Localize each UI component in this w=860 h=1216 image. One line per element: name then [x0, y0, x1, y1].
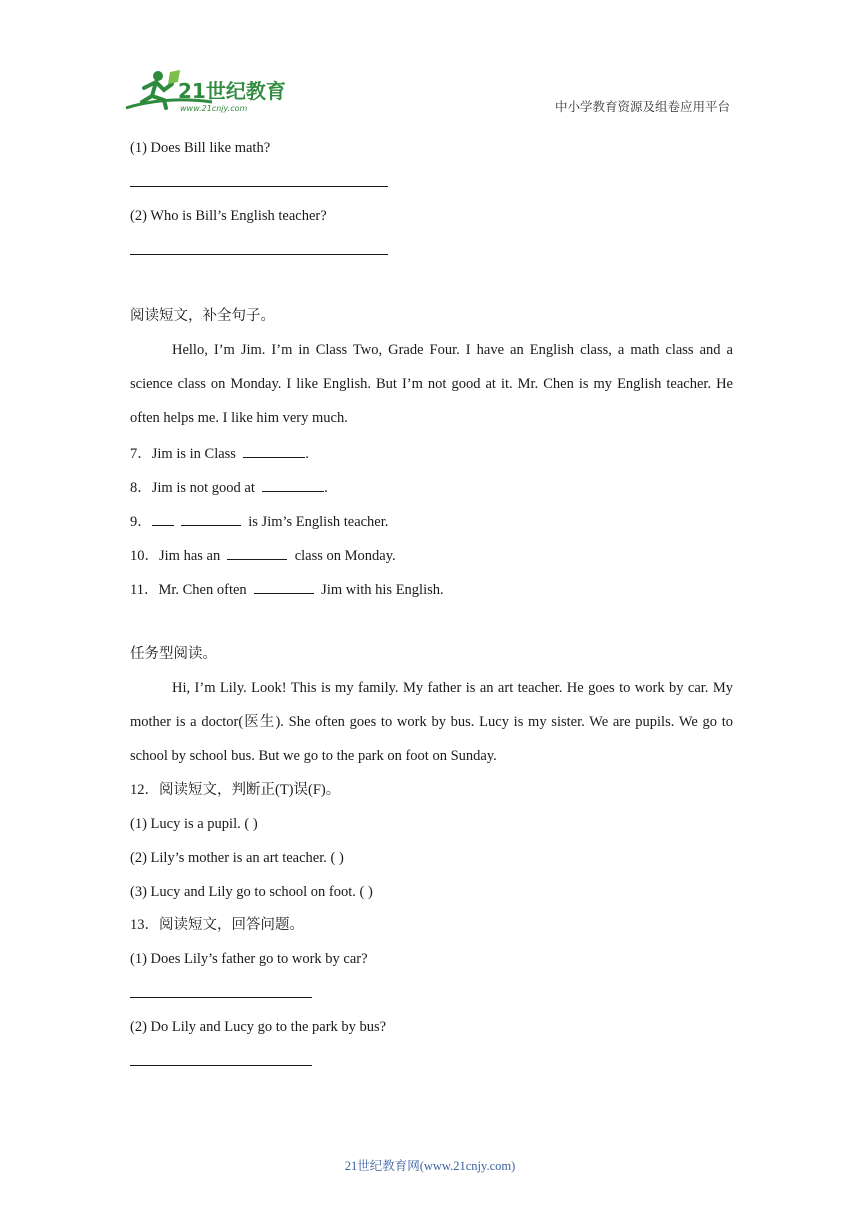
blank-7[interactable]	[243, 445, 305, 458]
svg-text:www.21cnjy.com: www.21cnjy.com	[180, 104, 248, 113]
tf-3: (3) Lucy and Lily go to school on foot. ( )	[130, 884, 373, 900]
blank-8[interactable]	[262, 479, 324, 492]
answer-line-3[interactable]	[130, 997, 312, 998]
tf-1: (1) Lucy is a pupil. ( )	[130, 816, 258, 832]
tf-2: (2) Lily’s mother is an art teacher. ( )	[130, 850, 344, 866]
item-7: 7．Jim is in Class .	[130, 446, 309, 462]
item-9: 9． is Jim’s English teacher.	[130, 514, 389, 530]
item-8: 8．Jim is not good at .	[130, 480, 328, 496]
answer-line-4[interactable]	[130, 1065, 312, 1066]
qa-1: (1) Does Lily’s father go to work by car?	[130, 951, 368, 967]
blank-9a[interactable]	[152, 513, 174, 526]
answer-line-1[interactable]	[130, 186, 388, 187]
answer-line-2[interactable]	[130, 254, 388, 255]
runner-logo-icon	[122, 68, 292, 116]
logo	[122, 68, 292, 116]
section-title-2: 任务型阅读。	[130, 646, 217, 662]
page-footer: 21世纪教育网(www.21cnjy.com)	[344, 1159, 516, 1173]
section-title-1: 阅读短文，补全句子。	[130, 308, 275, 324]
header-tagline: 中小学教育资源及组卷应用平台	[554, 99, 730, 114]
question-1: (1) Does Bill like math?	[130, 140, 271, 156]
item-11: 11．Mr. Chen often Jim with his English.	[130, 582, 444, 598]
svg-text:21世纪教育: 21世纪教育	[178, 79, 286, 103]
question-13: 13．阅读短文，回答问题。	[130, 917, 304, 933]
blank-10[interactable]	[227, 547, 287, 560]
question-12: 12．阅读短文，判断正(T)误(F)。	[130, 782, 341, 798]
question-2: (2) Who is Bill’s English teacher?	[130, 208, 327, 224]
item-10: 10．Jim has an class on Monday.	[130, 548, 396, 564]
passage-2: Hi, I’m Lily. Look! This is my family. My father is an art teacher. He goes to work by car. My mother is a doctor(医生). She often goes to work by bus. Lucy is my sister. We are pupils. We go to school by school bus. But we go to the park on foot on Sunday.	[130, 680, 733, 764]
blank-9b[interactable]	[181, 513, 241, 526]
blank-11[interactable]	[254, 581, 314, 594]
passage-1: Hello, I’m Jim. I’m in Class Two, Grade Four. I have an English class, a math class and a science class on Monday. I like English. But I’m not good at it. Mr. Chen is my English teacher. He often helps me. I like him very much.	[130, 342, 733, 426]
qa-2: (2) Do Lily and Lucy go to the park by bus?	[130, 1019, 387, 1035]
